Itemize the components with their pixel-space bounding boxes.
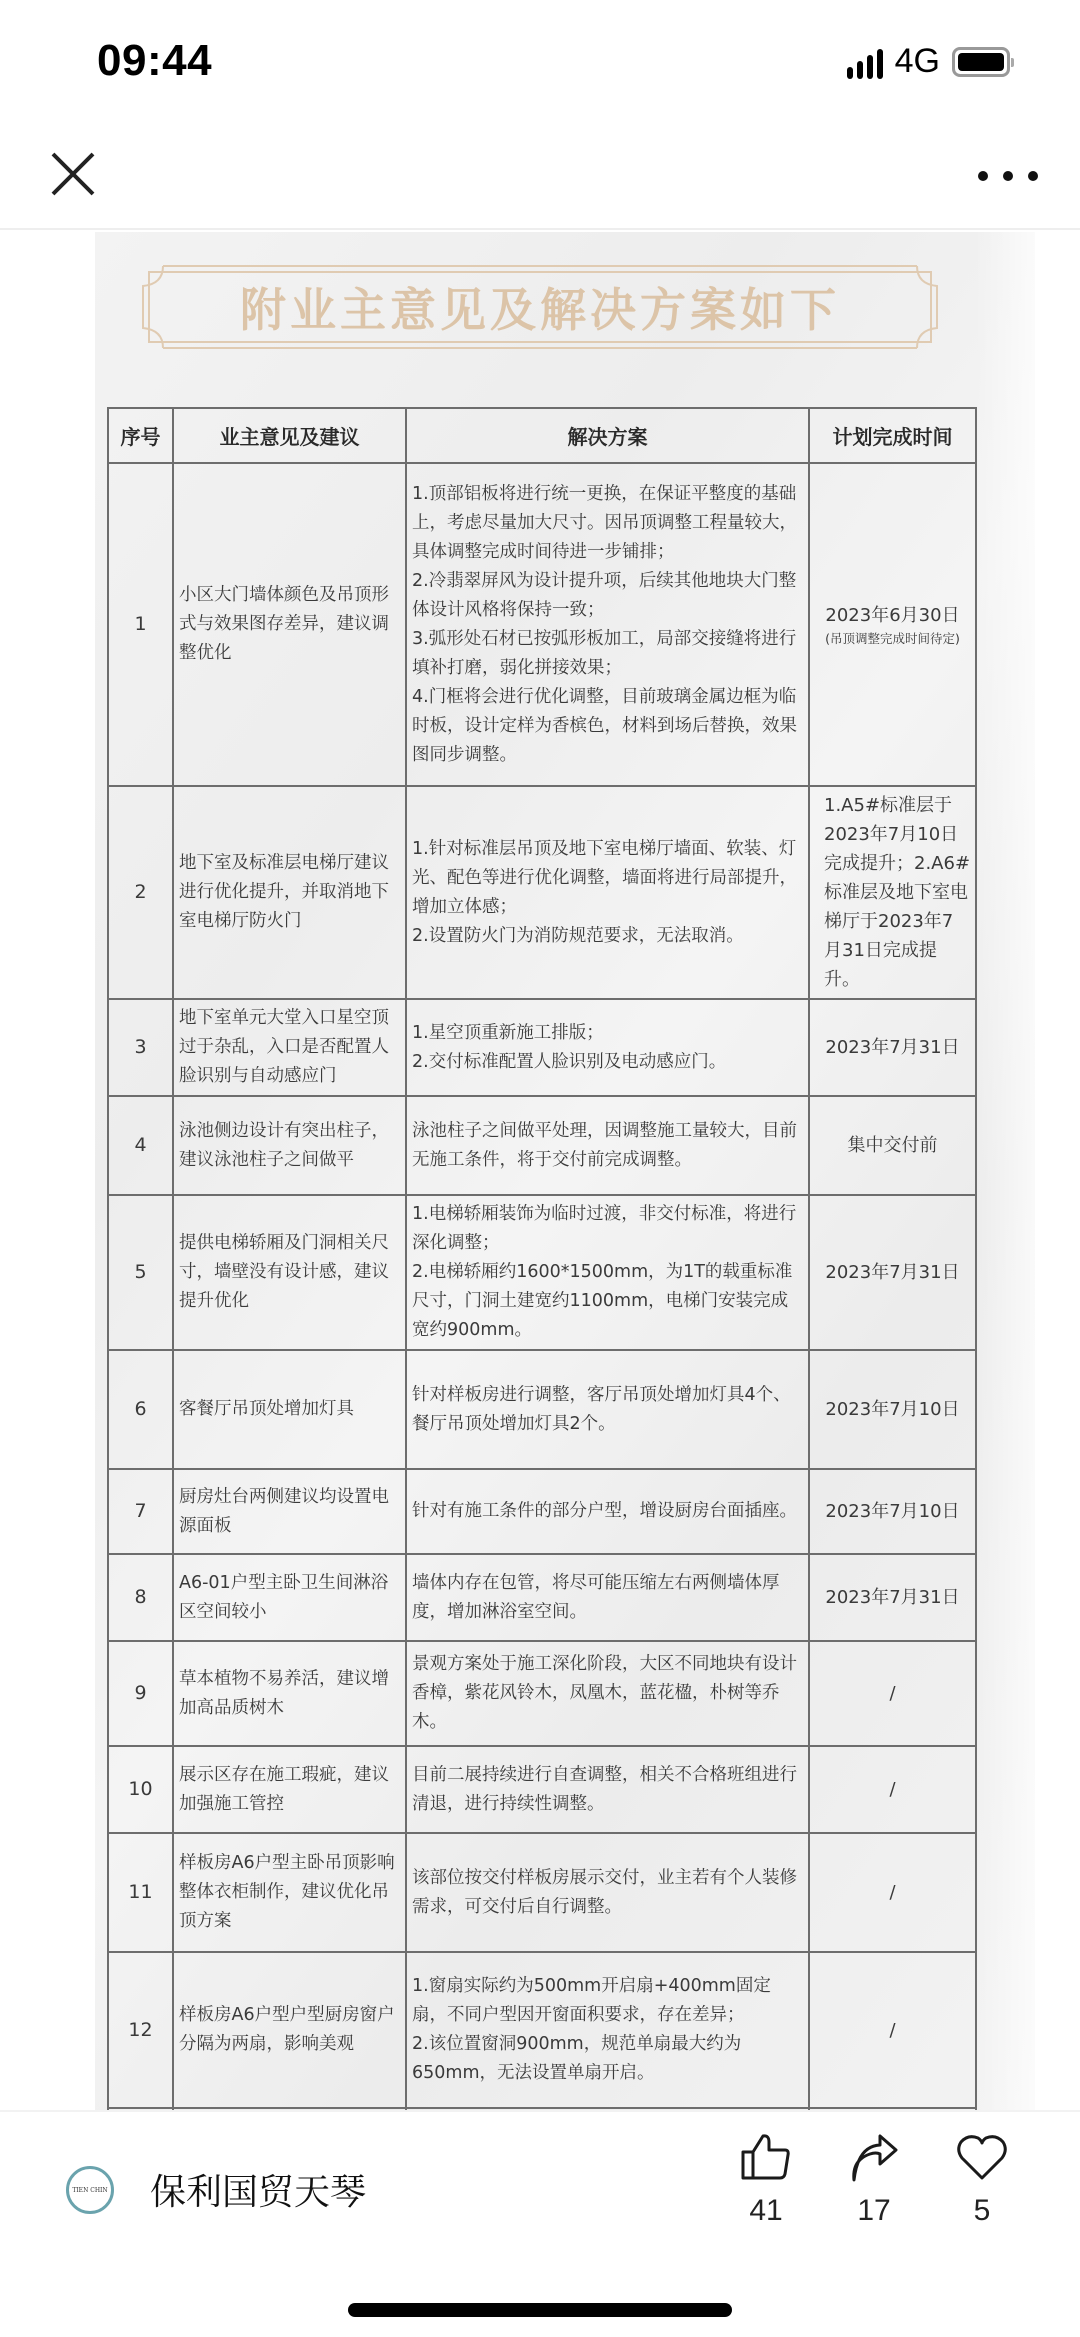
row-solution: 1.电梯轿厢装饰为临时过渡，非交付标准，将进行深化调整； 2.电梯轿厢约1600*1500mm，为1T的载重标准尺寸，门洞土建宽约1100mm，电梯门安装完成宽约900mm。 bbox=[406, 1195, 809, 1350]
table-row bbox=[108, 1195, 976, 1350]
table-row bbox=[108, 786, 976, 999]
row-opinion: 草本植物不易养活，建议增加高品质树木 bbox=[173, 1641, 406, 1746]
table-row bbox=[108, 1096, 976, 1195]
row-opinion: 小区大门墙体颜色及吊顶形式与效果图存差异，建议调整优化 bbox=[173, 463, 406, 786]
table-header-row bbox=[108, 408, 976, 463]
title-banner bbox=[135, 262, 945, 352]
row-opinion: 样板房A6户型户型厨房窗户分隔为两扇，影响美观 bbox=[173, 1952, 406, 2108]
table-row bbox=[108, 1641, 976, 1746]
row-no: 7 bbox=[108, 1469, 173, 1554]
close-button[interactable] bbox=[48, 149, 98, 199]
row-no: 1 bbox=[108, 463, 173, 786]
more-dot bbox=[1028, 171, 1038, 181]
close-icon bbox=[48, 149, 98, 199]
share-count: 17 bbox=[857, 2194, 891, 2227]
row-no: 6 bbox=[108, 1350, 173, 1469]
document-title: 附业主意见及解决方案如下 bbox=[240, 283, 840, 337]
avatar[interactable] bbox=[66, 2166, 114, 2214]
row-no: 4 bbox=[108, 1096, 173, 1195]
row-date: 2023年7月31日 bbox=[809, 1554, 976, 1641]
status-time: 09:44 bbox=[97, 36, 213, 85]
row-date: 集中交付前 bbox=[809, 1096, 976, 1195]
row-opinion: 厨房灶台两侧建议均设置电源面板 bbox=[173, 1469, 406, 1554]
share-icon bbox=[848, 2132, 900, 2182]
row-date: 2023年6月30日 (吊顶调整完成时间待定) bbox=[809, 463, 976, 786]
row-solution: 景观方案处于施工深化阶段，大区不同地块有设计香樟，紫花风铃木，凤凰木，蓝花楹，朴树等乔木。 bbox=[406, 1641, 809, 1746]
row-date: 2023年7月10日 bbox=[809, 1350, 976, 1469]
table-row bbox=[108, 1350, 976, 1469]
row-solution: 泳池柱子之间做平处理，因调整施工量较大，目前无施工条件，将于交付前完成调整。 bbox=[406, 1096, 809, 1195]
row-solution: 1.顶部铝板将进行统一更换，在保证平整度的基础上，考虑尽量加大尺寸。因吊顶调整工程量较大，具体调整完成时间待进一步铺排； 2.冷翡翠屏风为设计提升项，后续其他地块大门整体设计风格将保持一致； 3.弧形处石材已按弧形板加工，局部交接缝将进行填补打磨，弱化拼接效果； 4.门框将会进行优化调整，目前玻璃金属边框为临时板，设计定样为香槟色，材料到场后替换，效果图同步调整。 bbox=[406, 463, 809, 786]
row-solution: 该部位按交付样板房展示交付，业主若有个人装修需求，可交付后自行调整。 bbox=[406, 1833, 809, 1952]
table-row bbox=[108, 1469, 976, 1554]
row-opinion: 客餐厅吊顶处增加灯具 bbox=[173, 1350, 406, 1469]
more-dot bbox=[1003, 171, 1013, 181]
opinion-table bbox=[107, 407, 977, 2110]
row-no: 2 bbox=[108, 786, 173, 999]
date-note: (吊顶调整完成时间待定) bbox=[825, 631, 960, 646]
header-date: 计划完成时间 bbox=[809, 408, 976, 463]
row-no: 8 bbox=[108, 1554, 173, 1641]
row-no: 3 bbox=[108, 999, 173, 1096]
account-name[interactable]: 保利国贸天琴 bbox=[150, 2172, 367, 2213]
row-date: / bbox=[809, 1833, 976, 1952]
home-indicator[interactable] bbox=[348, 2303, 732, 2317]
share-button[interactable] bbox=[834, 2132, 914, 2228]
row-solution: 1.针对标准层吊顶及地下室电梯厅墙面、软装、灯光、配色等进行优化调整，墙面将进行局部提升，增加立体感； 2.设置防火门为消防规范要求，无法取消。 bbox=[406, 786, 809, 999]
row-date: 2023年7月31日 bbox=[809, 999, 976, 1096]
row-opinion: 提供电梯轿厢及门洞相关尺寸，墙壁没有设计感，建议提升优化 bbox=[173, 1195, 406, 1350]
header-no: 序号 bbox=[108, 408, 173, 463]
row-date: / bbox=[809, 1952, 976, 2108]
like-button[interactable] bbox=[726, 2132, 806, 2228]
row-opinion: 泳池侧边设计有突出柱子，建议泳池柱子之间做平 bbox=[173, 1096, 406, 1195]
row-opinion: 展示区存在施工瑕疵，建议加强施工管控 bbox=[173, 1746, 406, 1833]
table-row bbox=[108, 1833, 976, 1952]
more-dot bbox=[978, 171, 988, 181]
table-row bbox=[108, 999, 976, 1096]
row-date: 2023年7月31日 bbox=[809, 1195, 976, 1350]
row-opinion: A6-01户型主卧卫生间淋浴区空间较小 bbox=[173, 1554, 406, 1641]
row-no: 9 bbox=[108, 1641, 173, 1746]
table-row bbox=[108, 1554, 976, 1641]
table-row bbox=[108, 463, 976, 786]
signal-icon bbox=[847, 45, 883, 79]
row-solution: 针对有施工条件的部分户型，增设厨房台面插座。 bbox=[406, 1469, 809, 1554]
row-solution: 墙体内存在包管，将尽可能压缩左右两侧墙体厚度，增加淋浴室空间。 bbox=[406, 1554, 809, 1641]
favorite-button[interactable] bbox=[942, 2132, 1022, 2228]
battery-icon bbox=[952, 47, 1010, 77]
status-bar bbox=[0, 0, 1080, 125]
row-solution: 目前二展持续进行自查调整，相关不合格班组进行清退，进行持续性调整。 bbox=[406, 1746, 809, 1833]
row-no: 11 bbox=[108, 1833, 173, 1952]
thumbs-up-icon bbox=[740, 2132, 792, 2182]
row-solution: 1.窗扇实际约为500mm开启扇+400mm固定扇，不同户型因开窗面积要求，存在差异； 2.该位置窗洞900mm，规范单扇最大约为650mm，无法设置单扇开启。 bbox=[406, 1952, 809, 2108]
table-row bbox=[108, 1952, 976, 2108]
row-date: / bbox=[809, 1746, 976, 1833]
favorite-count: 5 bbox=[973, 2194, 991, 2227]
header-solution: 解决方案 bbox=[406, 408, 809, 463]
row-opinion: 样板房A6户型主卧吊顶影响整体衣柜制作，建议优化吊顶方案 bbox=[173, 1833, 406, 1952]
row-solution: 1.星空顶重新施工排版； 2.交付标准配置人脸识别及电动感应门。 bbox=[406, 999, 809, 1096]
row-date: 2023年7月10日 bbox=[809, 1469, 976, 1554]
header-opinion: 业主意见及建议 bbox=[173, 408, 406, 463]
status-indicators bbox=[847, 42, 1010, 81]
like-count: 41 bbox=[749, 2194, 783, 2227]
row-no: 12 bbox=[108, 1952, 173, 2108]
avatar-text: TIEN CHIN bbox=[72, 2186, 108, 2194]
heart-icon bbox=[956, 2132, 1008, 2182]
post-image[interactable] bbox=[95, 232, 1035, 2110]
table-row bbox=[108, 1746, 976, 1833]
row-opinion: 地下室单元大堂入口星空顶过于杂乱，入口是否配置人脸识别与自动感应门 bbox=[173, 999, 406, 1096]
network-type: 4G bbox=[894, 42, 940, 80]
row-opinion: 地下室及标准层电梯厅建议进行优化提升，并取消地下室电梯厅防火门 bbox=[173, 786, 406, 999]
row-date: 1.A5#标准层于2023年7月10日完成提升；2.A6#标准层及地下室电梯厅于2023年7月31日完成提升。 bbox=[809, 786, 976, 999]
row-no: 10 bbox=[108, 1746, 173, 1833]
nav-bar bbox=[0, 125, 1080, 230]
row-date: / bbox=[809, 1641, 976, 1746]
row-solution: 针对样板房进行调整，客厅吊顶处增加灯具4个、餐厅吊顶处增加灯具2个。 bbox=[406, 1350, 809, 1469]
more-button[interactable] bbox=[978, 163, 1038, 189]
row-no: 5 bbox=[108, 1195, 173, 1350]
